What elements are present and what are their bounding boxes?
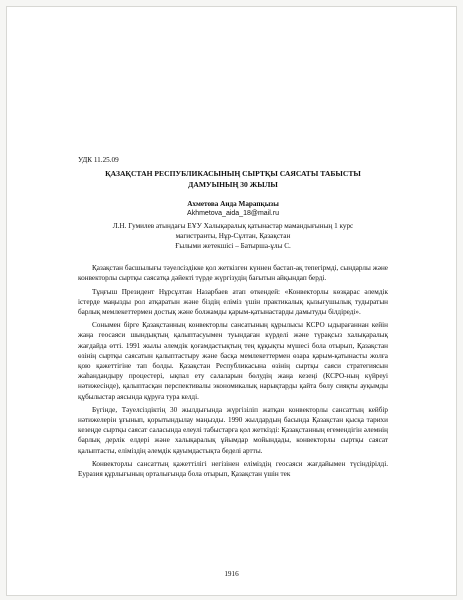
affiliation-line-2: магистранты, Нұр-Сұлтан, Қазақстан bbox=[175, 231, 291, 240]
title-line-1: ҚАЗАҚСТАН РЕСПУБЛИКАСЫНЫҢ СЫРТҚЫ САЯСАТЫ ТАБЫСТЫ bbox=[105, 169, 361, 179]
paragraph-1: Қазақстан басшылығы тәуелсіздікке қол жеткізген күннен бастап-ақ тепегірмді, сындарлы және конвекторлы сыртқы саясатқа дәйекті түрде жүргізудің бағытын айқындап берді. bbox=[78, 264, 388, 283]
paragraph-3: Сонымен бірге Қазақстанның конвекторлы сансатының құрылысы КСРО ыдырағаннан кейін жаңа геосаяси шындықтың қалыптасуымен туындаған күрделі және түрақсыз халықаралық жағдайда өтті. 1991 жылы әлемдік қоғамдастықтың тең құқықты мүшесі бола отырып, Қазақстан өзінің сыртқы саясатын қалыптастыру және басқа мемлекеттермен өзара қарым-қатынасты жолға қою қажеттігіне тап болды. Қазақстан Республикасына өзінің сыртқы саяси стратегиясын жаһандандыру процестері, ықпал ету салаларын бөлудің жаңа кезеңі (КСРО-ның күйреуі нәтижесінде), қалыптасқан перспективалы экономикалық нарықтарды қайта бөлу сияқты ауқымды құбылыстар аясында құруға тура келді. bbox=[78, 321, 388, 401]
author-name: Ахметова Аида Марапқызы bbox=[187, 200, 279, 209]
udk-code: УДК 11.25.09 bbox=[78, 156, 119, 164]
page-number: 1916 bbox=[224, 570, 239, 578]
title-line-2: ДАМУЫНЫҢ 30 ЖЫЛЫ bbox=[188, 180, 278, 190]
paragraph-2: Тұңғыш Президент Нұрсұлтан Назарбаев атап өткендей: «Конвекторлы көзқарас әлемдік істерде маңызды рол атқаратын және біздің еліміз үшін практикалық қызығушылық тудыратын барлық мемлекеттермен достық және болжамды қарым-қатынастарды дамытуды білдіреді». bbox=[78, 287, 388, 317]
author-email: Akhmetova_aida_18@mail.ru bbox=[187, 210, 279, 218]
scientific-advisor: Ғылыми жетекшісі – Батырша-ұлы С. bbox=[175, 242, 291, 251]
paragraph-4: Бүгінде, Тәуелсіздіктің 30 жылдығында жүргізіліп жатқан конвекторлы сансаттың кейбір нәтижелерін ұғынып, қорытындылау маңызды. 1990 жылдардың басында Қазақстан қысқа тарихи кезеңде сыртқы саясат саласында елеулі табыстарға қол жеткізді: Қазақстанның егемендігін әлемнің барлық дерлік елдері және халықаралық ұйымдар мойындады, конвекторлы сыртқы саясат қалыптасты, еліміздің әлемдік қауымдастықта беделі артты. bbox=[78, 405, 388, 455]
article-body bbox=[78, 155, 388, 482]
author-affiliation bbox=[78, 221, 388, 241]
article-title bbox=[78, 168, 388, 190]
paragraph-5: Конвекторлы сансаттың қажеттілігі негізінен еліміздің геосаяси жағдайымен түсіндірілді. Еуразия құрлығының орталығында бола отырып, Қазақстан үшін тек bbox=[78, 459, 388, 479]
affiliation-line-1: Л.Н. Гумилев атындағы ЕҰУ Халықаралық қатынастар мамандығының 1 курс bbox=[112, 221, 354, 230]
